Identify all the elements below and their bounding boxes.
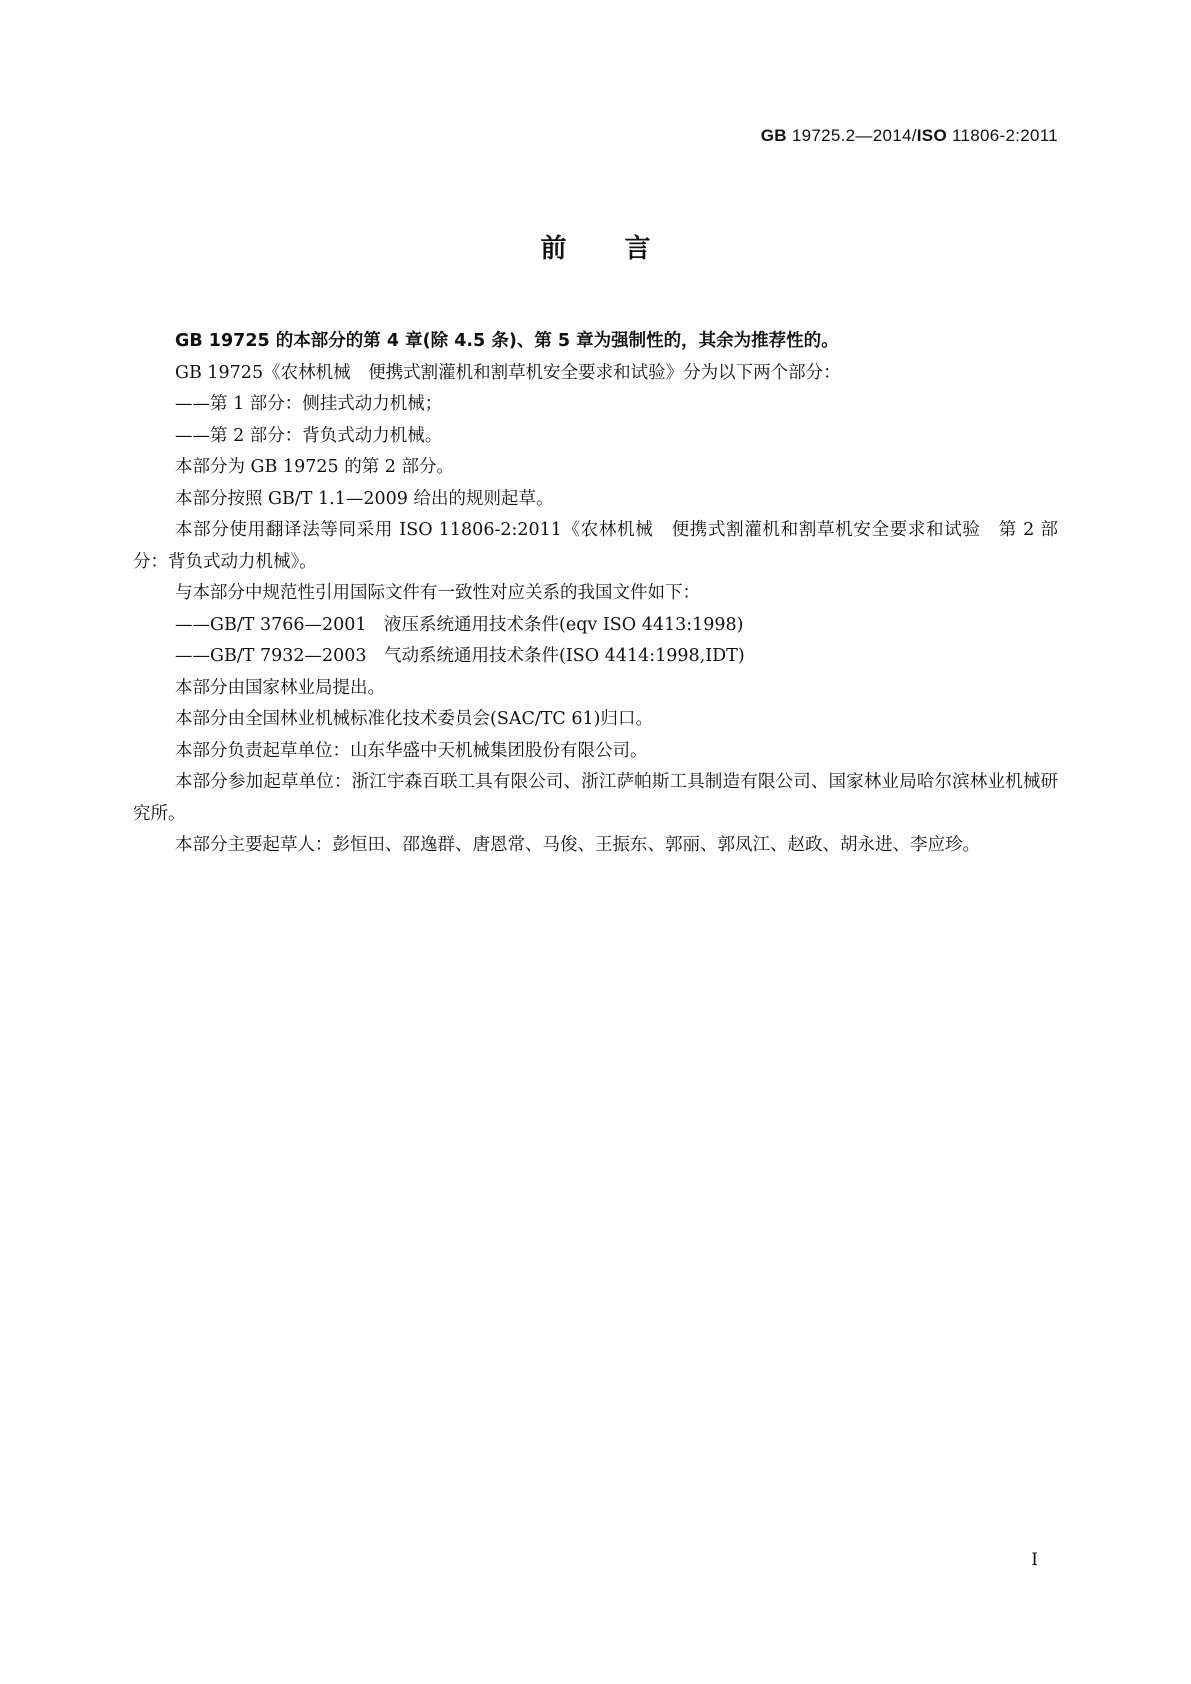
document-code-header — [761, 126, 1058, 146]
header-gb-number: 19725.2—2014/ — [786, 126, 917, 145]
adoption-paragraph: 本部分使用翻译法等同采用 ISO 11806-2:2011《农林机械 便携式割灌机和割草机安全要求和试验 第 2 部分：背负式动力机械》。 — [133, 520, 1058, 572]
foreword-body — [133, 326, 1058, 862]
page-number: I — [1031, 1550, 1038, 1570]
part-1-item: ——第 1 部分：侧挂式动力机械； — [175, 394, 443, 414]
reference-item-pneumatic: ——GB/T 7932—2003 气动系统通用技术条件(ISO 4414:1998,IDT) — [175, 646, 745, 666]
reference-item-hydraulic: ——GB/T 3766—2001 液压系统通用技术条件(eqv ISO 4413:1998) — [175, 614, 744, 635]
header-iso: ISO — [916, 126, 947, 145]
references-intro-paragraph: 与本部分中规范性引用国际文件有一致性对应关系的我国文件如下： — [175, 583, 700, 603]
header-gb: GB — [760, 126, 787, 145]
part-2-item: ——第 2 部分：背负式动力机械。 — [175, 425, 443, 446]
mandatory-clause-paragraph: GB 19725 的本部分的第 4 章(除 4.5 条)、第 5 章为强制性的，其余为推荐性的。 — [175, 331, 839, 351]
foreword-title: 前言 — [540, 234, 709, 264]
header-iso-number: 11806-2:2011 — [946, 126, 1058, 145]
committee-paragraph: 本部分由全国林业机械标准化技术委员会(SAC/TC 61)归口。 — [175, 709, 653, 729]
responsible-drafter-paragraph: 本部分负责起草单位：山东华盛中天机械集团股份有限公司。 — [175, 740, 648, 761]
main-drafters-paragraph: 本部分主要起草人：彭恒田、邵逸群、唐恩常、马俊、王振东、郭丽、郭凤江、赵政、胡永进、李应珍。 — [175, 835, 980, 855]
drafting-rules-paragraph: 本部分按照 GB/T 1.1—2009 给出的规则起草。 — [175, 488, 554, 509]
participating-drafters-paragraph: 本部分参加起草单位：浙江宇森百联工具有限公司、浙江萨帕斯工具制造有限公司、国家林业局哈尔滨林业机械研究所。 — [133, 772, 1058, 824]
proposer-paragraph: 本部分由国家林业局提出。 — [175, 677, 385, 698]
this-part-paragraph: 本部分为 GB 19725 的第 2 部分。 — [175, 457, 454, 477]
parts-intro-paragraph: GB 19725《农林机械 便携式割灌机和割草机安全要求和试验》分为以下两个部分： — [175, 362, 841, 383]
